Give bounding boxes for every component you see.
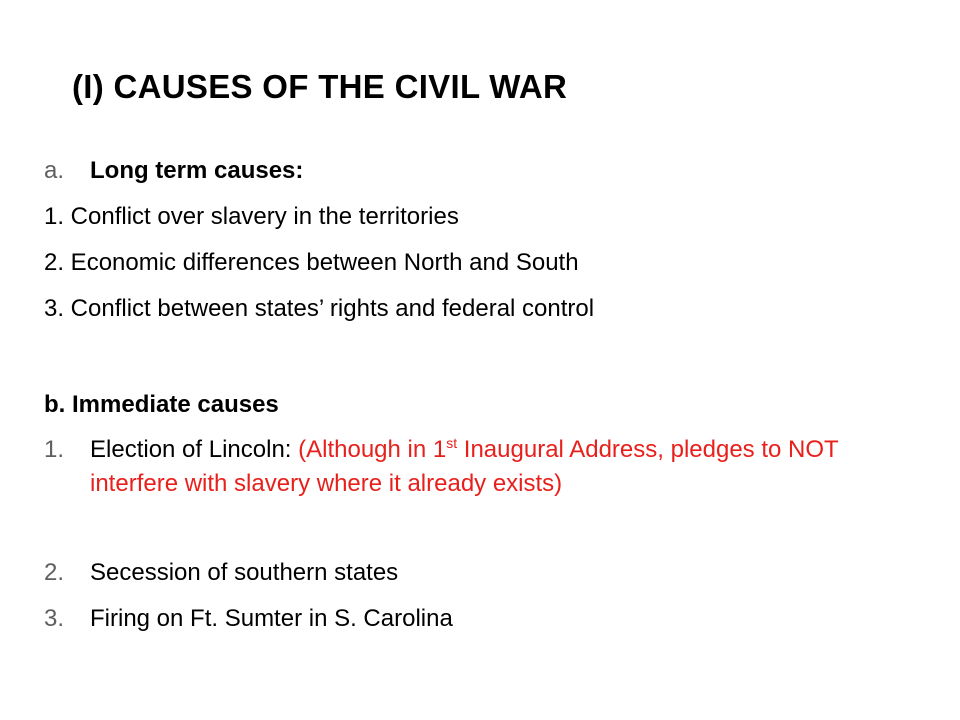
immediate-cause-2-marker: 2. xyxy=(44,559,65,586)
immediate-cause-3-marker: 3. xyxy=(44,605,65,632)
immediate-cause-1-text: Election of Lincoln: xyxy=(90,436,299,463)
note-part-1: (Although in 1 xyxy=(298,436,447,463)
note-part-2: Inaugural Address, pledges to NOT interfere with slavery where it already exists) xyxy=(90,436,839,497)
long-term-cause-2: 2. Economic differences between North and South xyxy=(44,249,579,276)
section-a-marker: a. xyxy=(44,157,65,184)
note-superscript: st xyxy=(446,435,458,451)
section-a-heading: Long term causes: xyxy=(90,157,304,184)
long-term-cause-3: 3. Conflict between states’ rights and federal control xyxy=(44,295,595,322)
long-term-cause-1: 1. Conflict over slavery in the territories xyxy=(44,203,459,230)
slide-title: (I) CAUSES OF THE CIVIL WAR xyxy=(72,68,568,105)
immediate-cause-1-marker: 1. xyxy=(44,436,65,463)
section-b-heading: b. Immediate causes xyxy=(44,391,279,418)
immediate-cause-2: Secession of southern states xyxy=(90,559,399,586)
immediate-cause-1 xyxy=(90,433,850,501)
immediate-cause-3: Firing on Ft. Sumter in S. Carolina xyxy=(90,605,453,632)
